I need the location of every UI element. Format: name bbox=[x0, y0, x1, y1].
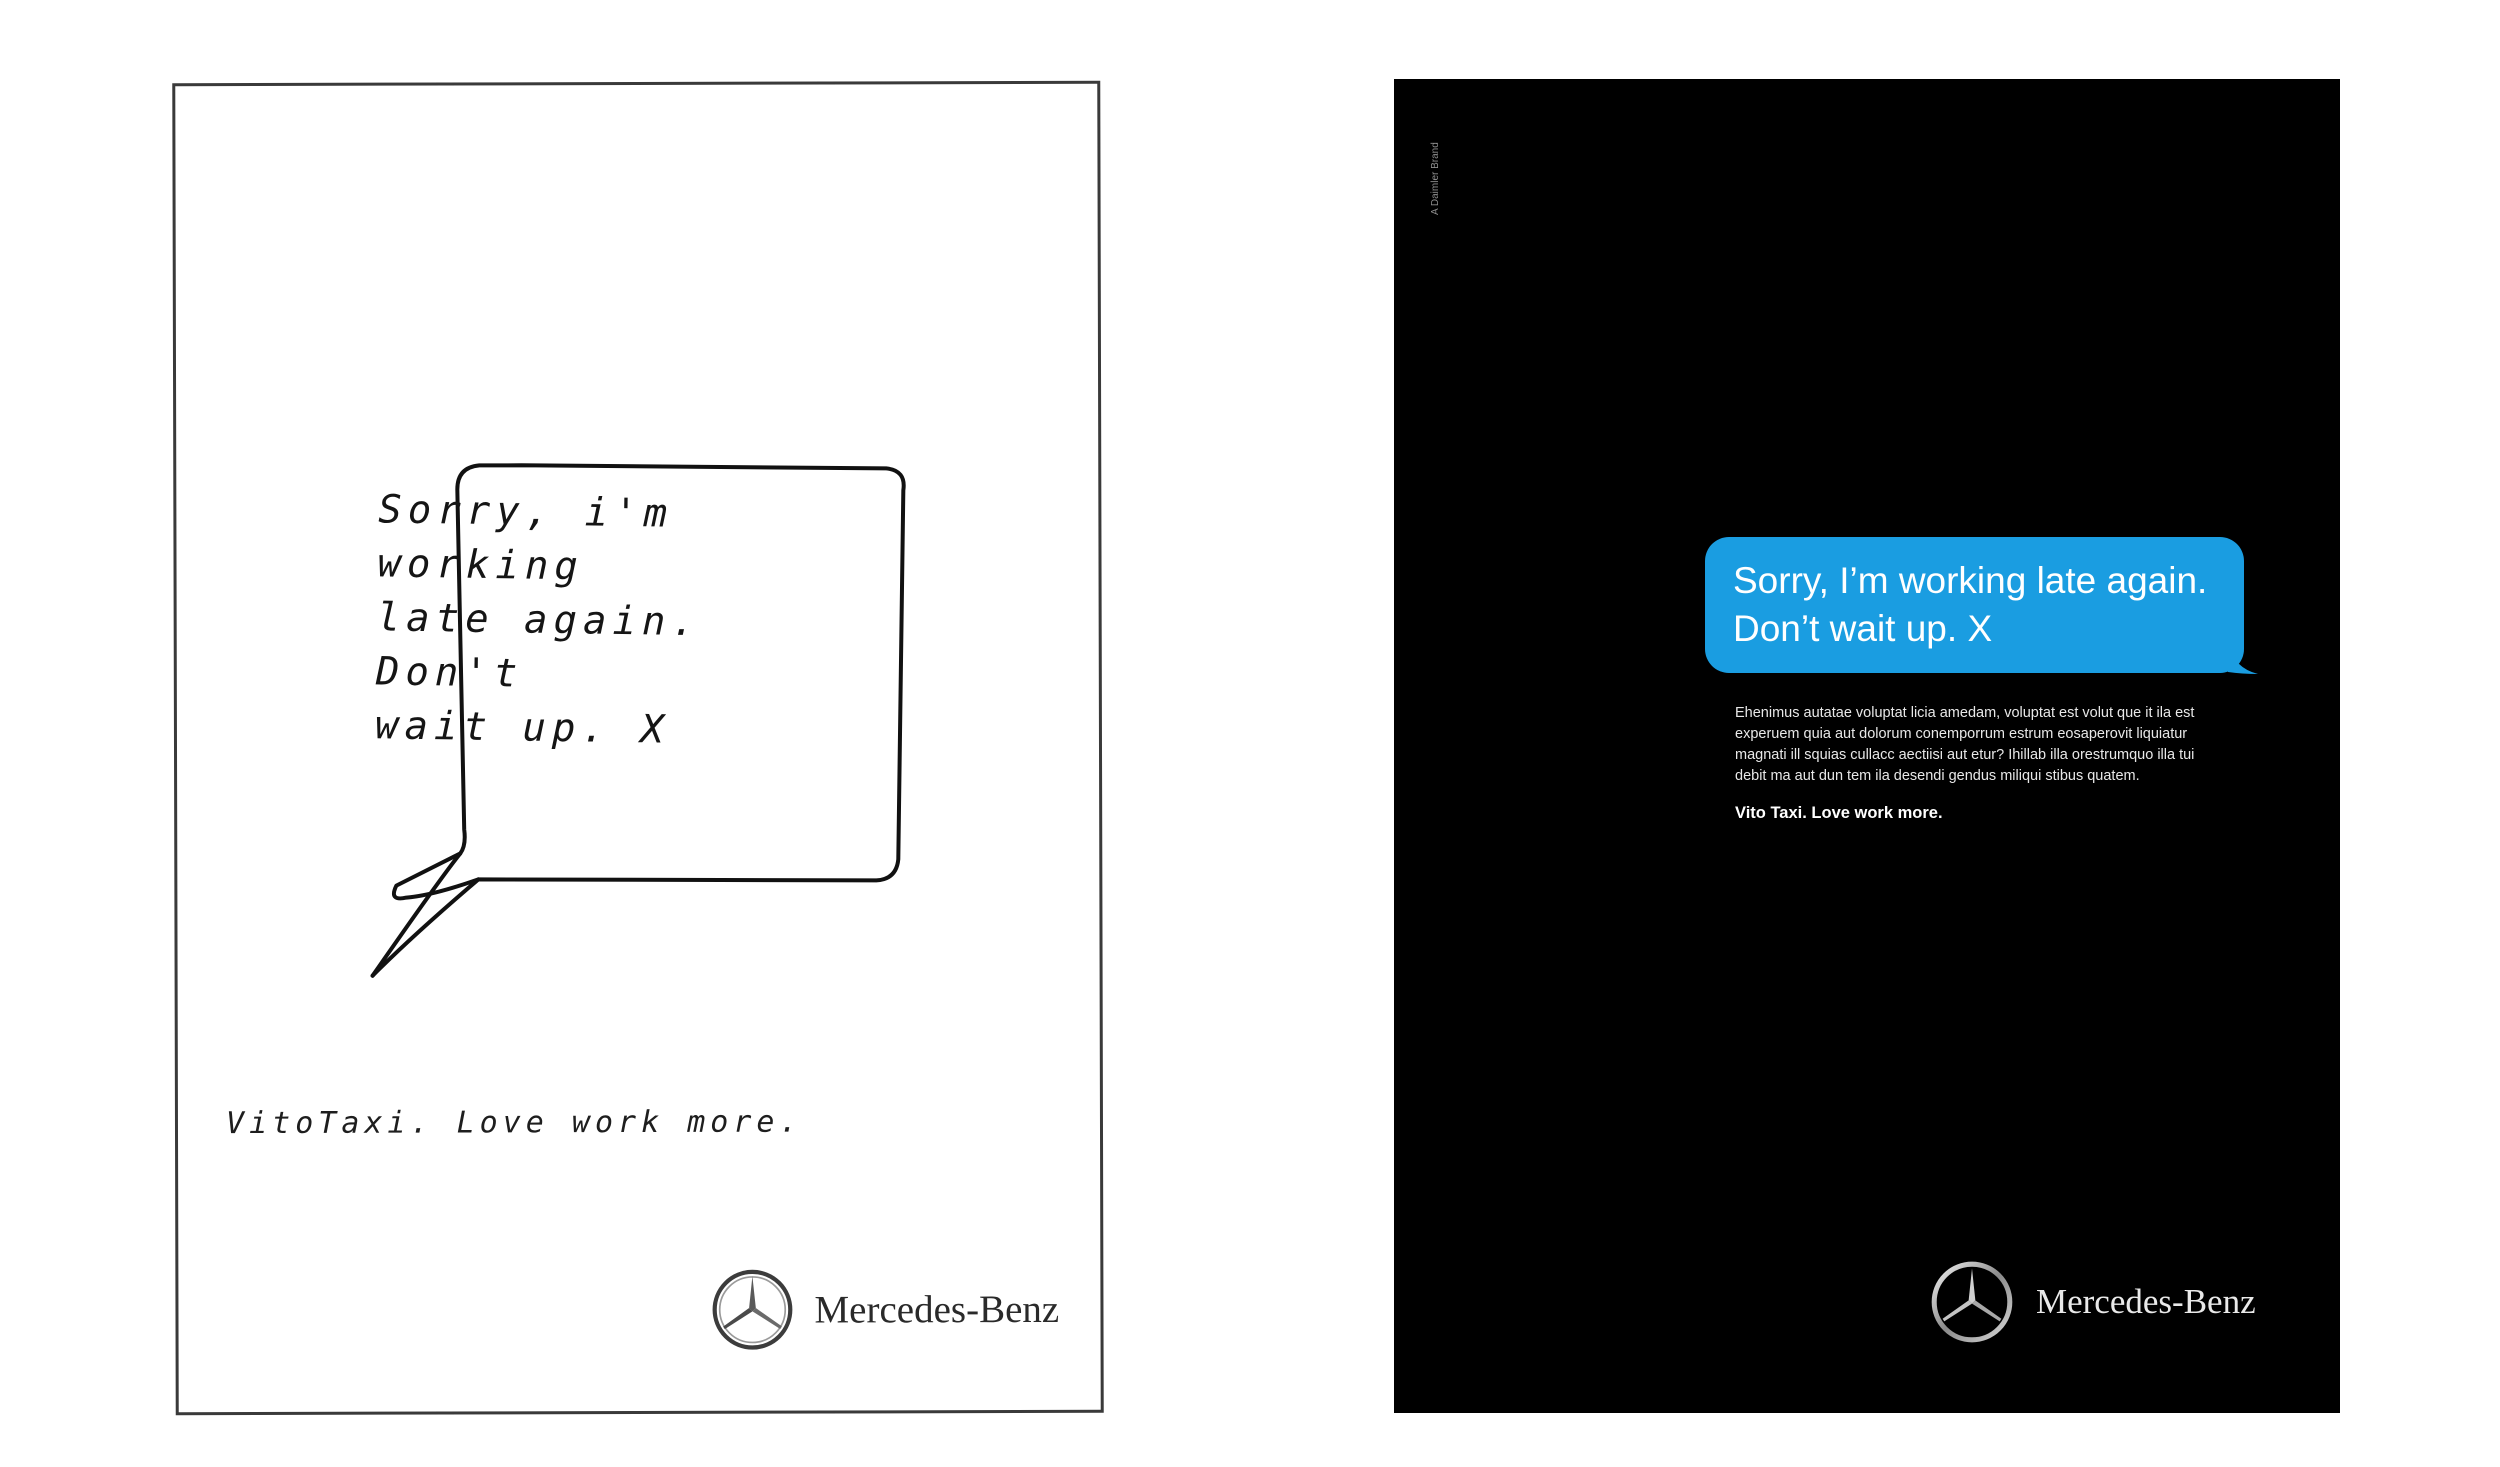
sketch-tagline: VitoTaxi. Love work more. bbox=[225, 1104, 803, 1142]
message-line: Don’t wait up. X bbox=[1733, 608, 1993, 649]
message-text bbox=[1733, 557, 2216, 653]
ad-tagline: Vito Taxi. Love work more. bbox=[1735, 804, 1943, 822]
brand-name: Mercedes-Benz bbox=[2036, 1282, 2256, 1321]
mercedes-star-icon bbox=[1930, 1260, 2014, 1344]
sketch-ad-panel bbox=[172, 81, 1103, 1415]
message-bubble bbox=[1705, 537, 2244, 673]
brand-name: Mercedes-Benz bbox=[814, 1287, 1060, 1332]
mercedes-star-icon bbox=[710, 1268, 794, 1352]
sketch-brand-logo bbox=[710, 1264, 1059, 1355]
sketch-bubble-line: wait up. X bbox=[374, 703, 671, 753]
ad-brand-logo bbox=[1930, 1257, 2256, 1347]
bubble-tail bbox=[2228, 644, 2258, 674]
final-ad-panel bbox=[1394, 79, 2340, 1413]
message-line: Sorry, I’m working late again. bbox=[1733, 560, 2208, 601]
daimler-brand-note: A Daimler Brand bbox=[1430, 142, 1441, 215]
body-copy: Ehenimus autatae voluptat licia amedam, voluptat est volut que it ila est experuem quia aut dolorum conemporrum estrum eosaperovit liquiatur magnati ill squias cullacc aectiisi aut etur? Ihillab illa orestrumquo illa tui debit ma aut dun tem ila desendi gendus miliqui stibus quatem. bbox=[1735, 705, 2195, 784]
sketch-bubble-line: late again. Don't bbox=[375, 595, 702, 697]
sketch-bubble-line: Sorry, i'm working bbox=[377, 487, 674, 590]
sketch-bubble-message bbox=[375, 483, 879, 760]
